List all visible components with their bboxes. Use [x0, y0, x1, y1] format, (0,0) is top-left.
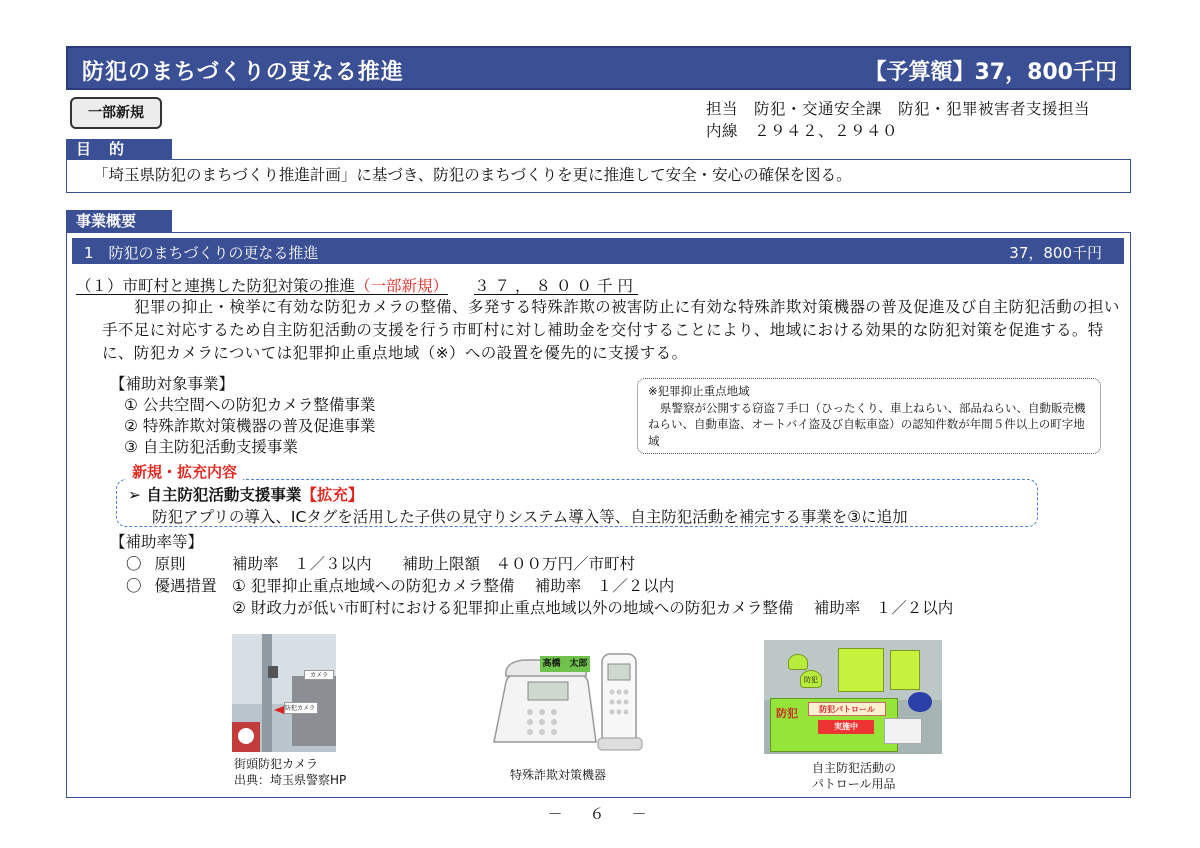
budget-amount: 【予算額】37，800千円: [864, 60, 1117, 85]
target-item-1: ① 公共空間への防犯カメラ整備事業: [124, 396, 376, 414]
item-title: 1 防犯のまちづくりの更なる推進: [84, 244, 319, 262]
patrol-cap: 防犯: [800, 670, 822, 688]
note-title: ※犯罪抑止重点地域: [648, 384, 750, 398]
camera-sign: カメラ: [304, 670, 334, 680]
rate-preferential-label: 優遇措置: [154, 577, 217, 595]
note-body: 県警察が公開する窃盗７手口（ひったくり、車上ねらい、部品ねらい、自動販売機ねらい、自動車盗、オートバイ盗及び自転車盗）の認知件数が年間５件以上の町字地域: [648, 400, 1086, 448]
target-item-2: ② 特殊詐欺対策機器の普及促進事業: [124, 417, 376, 435]
patrol-sign-text: 防犯: [776, 707, 798, 720]
purpose-text: 「埼玉県防犯のまちづくり推進計画」に基づき、防犯のまちづくりを更に推進して安全・安心の確保を図る。: [66, 159, 1131, 193]
rate-preferential-1: ① 犯罪抑止重点地域への防犯カメラ整備 補助率 １／２以内: [232, 577, 675, 595]
patrol-flag-text: 防犯パトロール: [808, 702, 886, 716]
fraud-device-photo: [484, 646, 652, 756]
section1-body: 犯罪の抑止・検挙に有効な防犯カメラの整備、多発する特殊詐欺の被害防止に有効な特殊詐欺対策機器の普及促進及び自主防犯活動の担い手不足に対応するため自主防犯活動の支援を行う市町村に対し補助金を交付することにより、地域における効果的な防犯対策を促進する。特に、防犯カメラについては犯罪抑止重点地域（※）への設置を優先的に支援する。: [102, 298, 1120, 362]
circle-bullet-icon: 〇: [126, 577, 142, 595]
patrol-goods-photo: [764, 640, 942, 754]
purpose-label: 目的: [66, 139, 172, 159]
rate-preferential-2: ② 財政力が低い市町村における犯罪抑止重点地域以外の地域への防犯カメラ整備 補助率 １／２以内: [232, 599, 954, 617]
contact-info: [706, 98, 1090, 142]
targets-heading: 【補助対象事業】: [110, 375, 235, 393]
item-header-bar: [72, 238, 1124, 264]
title-bar: [66, 46, 1131, 90]
new-content-title: [128, 483, 363, 505]
street-camera-photo: [232, 634, 336, 752]
patrol-goods-caption-1: 自主防犯活動の: [812, 761, 897, 775]
phone-screen-name: 高橋 太郎: [540, 656, 590, 672]
section1-title: [76, 274, 638, 296]
contact-extension: 内線 ２９４２、２９４０: [706, 122, 899, 140]
section1-title-text: （１）市町村と連携した防犯対策の推進: [76, 277, 356, 295]
light-icon: [908, 692, 932, 712]
new-content-title-text: 自主防犯活動支援事業: [146, 486, 302, 504]
arrow-bullet-icon: ➢: [128, 486, 141, 504]
new-content-label: 新規・拡充内容: [126, 461, 243, 482]
vest-icon: [838, 648, 884, 692]
partial-new-tag: 一部新規: [70, 97, 162, 129]
section1-amount: ３７，８００千円: [474, 277, 639, 295]
patrol-in-progress: 実施中: [818, 720, 874, 734]
page-number: － ６ －: [547, 805, 653, 823]
new-content-body: 防犯アプリの導入、ICタグを活用した子供の見守りシステム導入等、自主防犯活動を補完する事業を③に追加: [152, 508, 908, 526]
rate-principle-row: [126, 552, 636, 574]
street-camera-caption: 街頭防犯カメラ: [234, 757, 319, 771]
fraud-device-caption: 特殊詐欺対策機器: [510, 768, 607, 782]
rate-principle-text: 補助率 １／３以内 補助上限額 ４００万円／市町村: [232, 555, 636, 573]
expanded-tag: 【拡充】: [301, 486, 364, 504]
circle-bullet-icon: 〇: [126, 555, 142, 573]
patrol-goods-caption-2: パトロール用品: [812, 777, 896, 791]
contact-department: 担当 防犯・交通安全課 防犯・犯罪被害者支援担当: [706, 100, 1091, 118]
section1-new-tag: （一部新規）: [355, 277, 449, 295]
camera-sign-2: 防犯カメラ: [284, 702, 318, 714]
rates-heading: 【補助率等】: [110, 533, 204, 551]
overview-label: 事業概要: [66, 210, 172, 232]
page-title: 防犯のまちづくりの更なる推進: [82, 60, 404, 85]
rate-preferential-row: [126, 574, 675, 596]
item-amount: 37，800千円: [1009, 244, 1102, 262]
rate-principle-label: 原則: [154, 555, 186, 573]
target-item-3: ③ 自主防犯活動支援事業: [124, 438, 298, 456]
arrow-left-icon: [274, 706, 284, 714]
note-box: [637, 378, 1101, 454]
camera-icon: [268, 666, 278, 678]
street-camera-source: 出典：埼玉県警察HP: [234, 773, 347, 787]
